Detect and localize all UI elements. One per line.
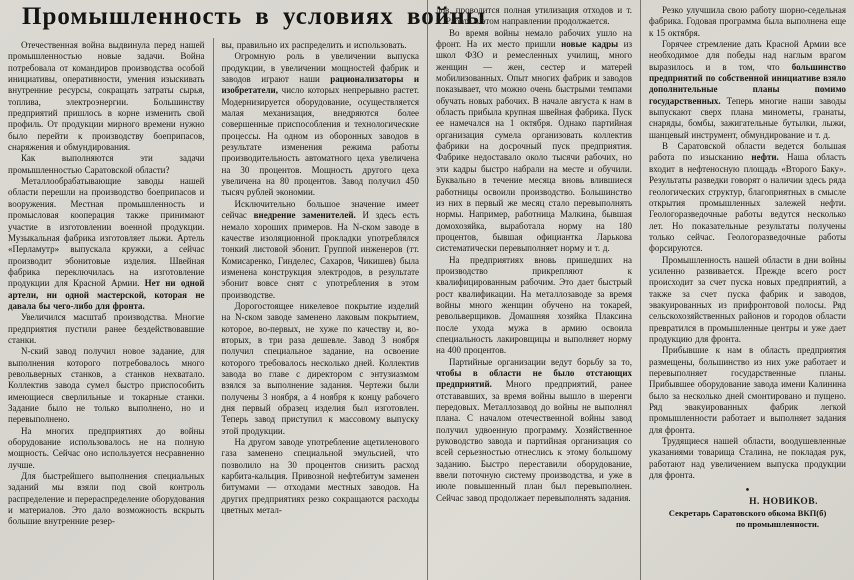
article-paragraph [222,301,420,437]
article-paragraph [436,5,632,28]
text-run: Партийные организации ведут борьбу за то, [449,356,632,367]
article-paragraph [649,345,846,436]
article-paragraph [222,40,420,51]
article-paragraph [8,471,205,528]
article-column-4 [641,0,854,580]
article-title: Промышленность в условиях войны [22,3,487,30]
text-run: Промышленность нашей области в дни войны усиленно развивается. Прежде всего рост происходит за счет пуска новых предприятий, а также за счет пуска фабрик и заводов, эвакуированных из прифронтовой полосы. Ряд сельскохозяйственных районов и городов области превратился в промышленные центры и уже дает продукцию для фронта. [649,254,846,344]
text-run: Горячее стремление дать Красной Армии все необходимое для победы над наглым врагом выразилось и в том, что [649,39,846,72]
text-run: Резко улучшила свою работу шорно-седельная фабрика. Годовая программа была выполнена еще к 15 октября. [649,5,846,38]
emphasized-text-run: новые кадры [561,39,619,50]
emphasized-text-run: чтобы в области не было отстающих предприятий. [436,368,632,390]
article-paragraph [8,426,205,471]
emphasized-text-run: нефти. [751,152,779,163]
text-run: В Саратовской области ведется большая работа по изысканию [649,141,846,163]
article-paragraph [649,5,846,39]
text-run: Трудящиеся нашей области, воодушевленные указаниями товарища Сталина, не покладая рук, работают над увеличением выпуска продукции для фронта. [649,436,846,481]
text-run: Для быстрейшего выполнения специальных заданий мы взяли под свой контроль распределение и перераспределение оборудования и материалов. Это дало возможность вскрыть большие внутренние резер- [8,471,205,527]
text-run: Увеличился масштаб производства. Многие предприятия пустили ранее бездействовавшие станки. [8,312,205,345]
text-run: Теперь многие наши заводы выпускают сверх плана минометы, гранаты, снаряды, бомбы, зажигательные бутылки, лыжи, шанцевый инструмент, обмундирование и т. д. [649,95,846,140]
text-run: И здесь есть немало хороших примеров. На N-ском заводе в качестве изоляционной прокладки употреблялся тонкий листовой эбонит. Группой инженеров (тт. Комисаренко, Гинделес, Сахаров, Чикишев) была изменена конструкция электродов, в результате эбонит вовсе снят с употребления в этом производстве. [221,210,419,300]
text-run: из школ ФЗО и ремесленных училищ, много женщин — жен, сестер и матерей мобилизованных. Опыт многих фабрик и заводов показывает, что можно очень быстрыми темпами обучать новых рабочих. В начале августа к нам в область прибыла крупная швейная фабрика. Пуск ее намечался на 1 октября. Однако партийная организация сумела организовать коллектив фабрики на досрочный пуск предприятия. Фабрике недоставало около тысячи рабочих, но эти кадры быстро набрали на месте и обучили. Буквально в течение месяца вновь влившиеся работницы освоили производство. Большинство из них в первый же месяц стало перевыполнять нормы. Например, работница Малкина, бывшая домохозяйка, выработала норму на 180 процентов, бывшая официантка Ларькова систематически перевыполняет норму и т. д. [436,39,633,254]
article-column-3 [428,0,641,580]
signature-author-name: Н. НОВИКОВ. [749,497,818,508]
text-run: На многих предприятиях до войны оборудование использовалось не на полную мощность. Сейчас оно используется несравненно лучше. [8,425,205,470]
right-half [427,0,854,580]
text-run: лов, проводится полная утилизация отходов и т. п. Работа в этом направлении продолжается. [436,5,632,27]
emphasized-text-run: большинство предприятий по собственной инициативе взяло дополнительные планы помимо государственных. [649,61,846,106]
text-run: Много предприятий, ранее отстававших, за время войны вышло в шеренги передовых. Металлозавод до войны не выполнял плана. С началом отечественной войны завод получил удвоенную программу. Хозяйственное руководство завода и партийная организация со всей серьезностью отнеслись к этому большому заданию. Быстро переставили оборудование, ввели поточную систему производства, и уже в июле повышенный план был перевыполнен. Сейчас завод продолжает перевыполнять задания. [436,379,632,503]
article-paragraph [436,357,632,504]
article-paragraph [649,39,846,141]
article-paragraph [8,176,205,312]
text-run: Как выполняются эти задачи промышленностью Саратовской области? [8,153,205,175]
article-paragraph [649,255,846,346]
emphasized-text-run: рационализаторы и изобретатели, [221,74,419,96]
text-run: Огромную роль в увеличении выпуска продукции, в увеличении мощностей фабрик и заводов играют наши [221,51,419,85]
text-run: Дорогостоящее никелевое покрытие изделий на N-ском заводе заменено лаковым покрытием, которое, во-первых, не хуже по качеству и, во-вторых, в три раза дешевле. Завод 3 ноября получил специальное задание, на освоение которого требовалось несколько дней. Коллектив завода во главе с директором с энтузиазмом взялся за выполнение задания. Чертежи были получены 3 ноября, а 4 ноября к концу рабочего дня первый образец изделия был изготовлен. Теперь завод приступил к массовому выпуску этой продукции. [221,300,419,436]
text-run: число которых непрерывно растет. Модернизируется оборудование, осуществляется малая механизация, внедряются более совершенные приспособления и технологические процессы. На одном из оборонных заводов в результате изменения режима работы производительность автоматного цеха увеличена на 30 процентов. Мощность другого цеха увеличена на 80 процентов. Завод получил 450 тысяч рублей экономии. [221,85,419,198]
article-paragraph [222,51,420,198]
text-run: вы, правильно их распределить и использовать. [221,40,407,50]
signature-author-role-line1: Секретарь Саратовского обкома ВКП(б) [668,508,827,519]
article-paragraph [222,437,420,516]
article-paragraph [222,199,420,301]
signature-author-role-line2: по промышленности. [735,519,820,530]
text-run: Металлообрабатывающие заводы нашей области перешли на производство боеприпасов и вооружения. Местная промышленность и промысловая кооперация также принимают участие в изготовлении военной продукции. Музыкальная фабрика изготовляет лыжи. Артель «Перламутр» выпускала кружки, а сейчас производит эбонитовые изделия. Швейная фабрика переключилась на изготовление продукции для Красной Армии. [8,176,205,289]
article-paragraph [8,153,205,176]
text-run: Наша область входит в нефтеносную площадь «Второго Баку». Результаты разведки говорят о наличии здесь ряда геологических структур, благоприятных в смысле открытия промышленных залежей нефти. Геологоразведочные работы ведутся несколько лет. Но показательные результаты получены только сейчас. Геологоразведочные работы форсируются. [649,152,846,254]
left-columns [0,38,427,580]
article-column-1 [0,38,214,580]
emphasized-text-run: Нет ни одной артели, ни одной мастерской, которая не давала бы чего-либо для фронта. [8,278,205,311]
text-run: N-ский завод получил новое задание, для выполнения которого потребовалось много револьверных станков, а станков нехватало. Коллектив завода сумел быстро приспособить имеющиеся сверлильные и токарные станки. Задание было не только выполнено, но и перевыполнено. [8,346,205,425]
column-4-paragraphs [649,5,846,481]
text-run: На другом заводе употребление ацетиленового газа заменено специальной эмульсией, что позволило на 30 процентов снизить расход карбита-кальция. Привозной нефтебитум заменен битумами — отходами местных заводов. На других предприятиях резко сокращаются расходы цветных метал- [221,437,419,516]
article-paragraph [436,255,632,357]
text-run: На предприятиях вновь пришедших на производство прикрепляют к квалифицированным рабочим. Это дает быстрый рост квалификации. На металлозаводе за время войны много женщин обучено на токарей, револьверщиков. Домашняя хозяйка Плаксина после ухода мужа в армию освоила специальность лакировщицы и выполняет норму на 400 процентов. [436,254,632,356]
article-column-2 [214,38,428,580]
article-paragraph [649,141,846,254]
text-run: Исключительно большое значение имеет сейчас [221,198,419,221]
article-paragraph [649,436,846,481]
article-paragraph [8,346,205,425]
article-paragraph [436,28,632,255]
text-run: Отечественная война выдвинула перед нашей промышленностью новые задачи. Война потребовала от командиров производства особой инициативы, оперативности, умения изыскивать внутренние ресурсы, сокращать затраты сырья, топлива, электроэнергии. Большинству предприятий пришлось в корне изменить свой профиль. От продукции мирного времени нужно было перейти к производству боеприпасов, снаряжения и обмундирования. [8,40,205,153]
emphasized-text-run: внедрение заменителей. [253,210,356,221]
text-run: Во время войны немало рабочих ушло на фронт. На их место пришли [436,27,632,50]
article-paragraph [8,40,205,153]
article-paragraph [8,312,205,346]
text-run: Прибывшие к нам в область предприятия размещены, большинство из них уже работает и перевыполняет государственные планы. Прибывшее оборудование завода имени Калинина было за несколько дней смонтировано и пущено. Ряд эвакуированных фабрик легкой промышленности работает и выполняет задания для фронта. [649,345,846,435]
signature-separator-dot: • [745,485,750,497]
